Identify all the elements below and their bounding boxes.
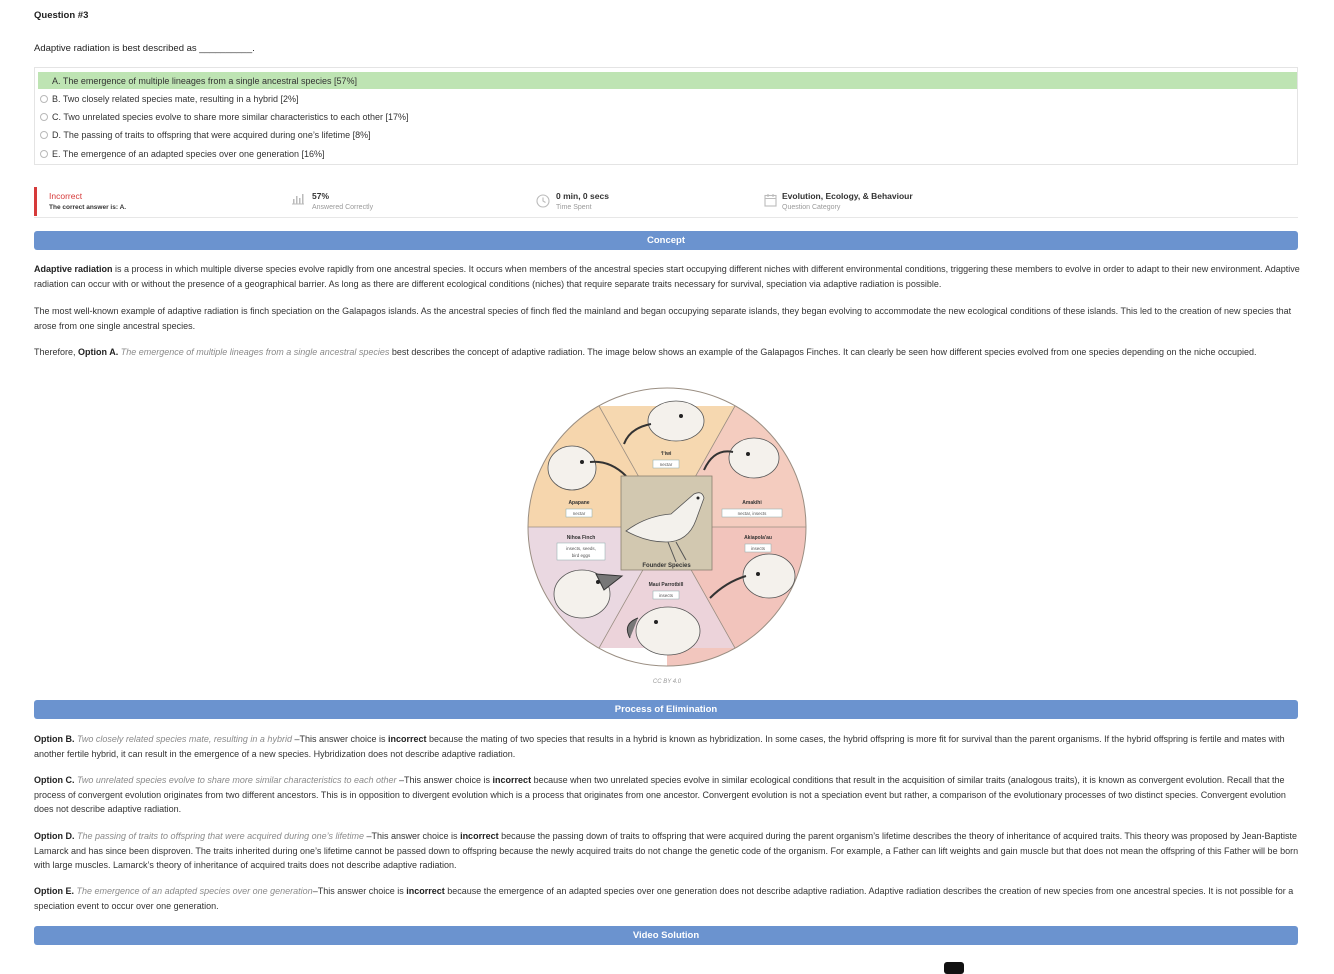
radio-icon[interactable] xyxy=(40,131,48,139)
calendar-icon xyxy=(764,193,777,207)
elimination-option-b xyxy=(34,732,1300,761)
bar-chart-icon xyxy=(291,193,305,205)
apapane-food: nectar xyxy=(572,511,586,516)
iiwi-food: nectar xyxy=(659,462,673,467)
image-credit: CC BY 4.0 xyxy=(652,679,682,685)
question-stem: Adaptive radiation is best described as __________. xyxy=(34,43,255,54)
clock-icon xyxy=(536,194,550,208)
option-e-pre: –This answer choice is xyxy=(312,886,407,896)
amakihi-food: nectar, insects xyxy=(737,511,767,516)
result-stats xyxy=(34,187,1298,218)
concept-paragraph-1 xyxy=(34,262,1300,291)
apapane-label: Apapane xyxy=(568,500,590,506)
maui-parrotbill-food: insects xyxy=(658,593,674,598)
correct-answer-note: The correct answer is: A. xyxy=(49,204,127,211)
option-b[interactable] xyxy=(38,90,1297,107)
option-d-text: because the passing down of traits to offspring that were acquired during the parent organism’s lifetime describes the theory of inheritance of acquired traits. This theory was proposed by Jean-Baptiste Lamarck and has since been disproven. The traits inherited during one’s lifetime cannot be passed down to offspring because the newly acquired traits do not change the genetic code of the organism. For example, a Father can lift weights and gain muscle but that does not mean the offspring of this Father will be born with large muscles. Lamarck’s theory of inheritance of acquired traits does not describe adaptive radiation. xyxy=(34,831,1299,870)
elimination-option-e xyxy=(34,884,1300,913)
concept-p3-text: best describes the concept of adaptive radiation. The image below shows an example of the Galapagos Finches. It can clearly be seen how different species evolved from one species depending on the niche occupied. xyxy=(389,347,1257,357)
option-b-pre: –This answer choice is xyxy=(291,734,388,744)
option-a-ref: Option A. xyxy=(78,347,119,357)
concept-p1-text: is a process in which multiple diverse species evolve rapidly from one ancestral species. It occurs when members of the ancestral species start occupying different niches with different environmental conditions, triggering these members to evolve in order to adapt to their new environment. Adaptive radiation can occur with or without the presence of a geographical barrier. As long as there are different ecological conditions (niches) that require separate traits necessary for survival, speciation via adaptive radiation is possible. xyxy=(34,264,1300,289)
video-player-icon[interactable] xyxy=(944,962,964,974)
option-c-text: because when two unrelated species evolve in similar ecological conditions that result in the acquisition of similar traits (analogous traits), it is known as convergent evolution. Recall that the process of convergent evolution originates from two different ancestors. This is in opposition to divergent evolution which is a process that originates from one ancestor. Convergent evolution is not a speciation event but rather, a comparison of the evolutionary processes of two distinct species. Convergent evolution does not describe adaptive radiation. xyxy=(34,775,1286,814)
answer-options xyxy=(34,67,1298,165)
option-label: D. The passing of traits to offspring that were acquired during one’s lifetime [8%] xyxy=(52,129,371,140)
option-c[interactable] xyxy=(38,108,1297,125)
category-value: Evolution, Ecology, & Behaviour xyxy=(782,191,913,201)
option-label: A. The emergence of multiple lineages from a single ancestral species [57%] xyxy=(52,75,357,86)
option-a[interactable] xyxy=(38,72,1297,89)
option-c-pre: –This answer choice is xyxy=(396,775,493,785)
option-label: E. The emergence of an adapted species over one generation [16%] xyxy=(52,148,325,159)
percent-stat xyxy=(312,191,373,211)
finch-radiation-diagram xyxy=(526,386,808,668)
option-b-text: because the mating of two species that results in a hybrid is known as hybridization. In some cases, the hybrid offspring is more fit for survival than the parent organisms. If the hybrid offspring is fertile and mates with another fertile hybrid, it can result in the emergence of a new species. Hybridization does not describe adaptive radiation. xyxy=(34,734,1285,759)
option-d-label: Option D. xyxy=(34,831,75,841)
option-a-italic: The emergence of multiple lineages from a single ancestral species xyxy=(118,347,390,357)
option-c-italic: Two unrelated species evolve to share more similar characteristics to each other xyxy=(77,775,397,785)
akiapolaau-label: Akiapola'au xyxy=(744,535,772,541)
concept-header: Concept xyxy=(34,231,1298,250)
incorrect-bold: incorrect xyxy=(460,831,499,841)
option-e-text: because the emergence of an adapted species over one generation does not describe adaptive radiation. Adaptive radiation describes the creation of new species from one ancestral species. It is not possible for a speciation event to occur over one generation. xyxy=(34,886,1294,911)
video-solution-header: Video Solution xyxy=(34,926,1298,945)
nihoa-finch-label: Nihoa Finch xyxy=(566,535,596,541)
result-value: Incorrect xyxy=(49,191,83,201)
time-stat xyxy=(556,191,609,211)
question-title: Question #3 xyxy=(34,10,89,21)
founder-species-label: Founder Species xyxy=(642,563,691,569)
elimination-header: Process of Elimination xyxy=(34,700,1298,719)
elimination-option-d xyxy=(34,829,1300,873)
option-d-pre: –This answer choice is xyxy=(364,831,461,841)
concept-paragraph-3 xyxy=(34,345,1300,360)
category-stat xyxy=(782,191,913,211)
term-bold: Adaptive radiation xyxy=(34,264,113,274)
radio-icon[interactable] xyxy=(40,113,48,121)
incorrect-bold: incorrect xyxy=(492,775,532,785)
radio-icon[interactable] xyxy=(40,95,48,103)
option-b-label: Option B. xyxy=(34,734,75,744)
iiwi-label: ʻIʻiwi xyxy=(660,451,672,457)
incorrect-bold: incorrect xyxy=(406,886,445,896)
concept-paragraph-2: The most well-known example of adaptive radiation is finch speciation on the Galapagos islands. As the ancestral species of finch fled the mainland and began occupying separate islands, they began evolving to accommodate the new ecological conditions of these islands. This led to the creation of new species that arose from one single ancestral species. xyxy=(34,306,1292,331)
concept-p3-start: Therefore, xyxy=(34,347,79,357)
result-indicator-bar xyxy=(34,187,37,216)
percent-value: 57% xyxy=(312,191,330,201)
option-label: B. Two closely related species mate, resulting in a hybrid [2%] xyxy=(52,93,299,104)
result-stat xyxy=(49,191,126,211)
option-b-italic: Two closely related species mate, resulting in a hybrid xyxy=(77,734,292,744)
radio-icon[interactable] xyxy=(40,150,48,158)
option-e-label: Option E. xyxy=(34,886,74,896)
nihoa-finch-food: bird eggs xyxy=(571,553,591,558)
option-label: C. Two unrelated species evolve to share more similar characteristics to each other [17%] xyxy=(52,111,409,122)
amakihi-label: Amakihi xyxy=(742,500,762,506)
maui-parrotbill-label: Maui Parrotbill xyxy=(648,582,684,588)
percent-label: Answered Correctly xyxy=(312,204,374,211)
time-label: Time Spent xyxy=(556,204,592,211)
time-value: 0 min, 0 secs xyxy=(556,191,609,201)
elimination-option-c xyxy=(34,773,1300,817)
option-e[interactable] xyxy=(38,145,1297,162)
category-label: Question Category xyxy=(782,204,841,211)
nihoa-finch-food: insects, seeds, xyxy=(566,546,596,551)
option-c-label: Option C. xyxy=(34,775,75,785)
incorrect-bold: incorrect xyxy=(388,734,427,744)
option-e-italic: The emergence of an adapted species over one generation xyxy=(76,886,313,896)
option-d[interactable] xyxy=(38,126,1297,143)
option-d-italic: The passing of traits to offspring that were acquired during one’s lifetime xyxy=(77,831,365,841)
akiapolaau-food: insects xyxy=(750,546,766,551)
